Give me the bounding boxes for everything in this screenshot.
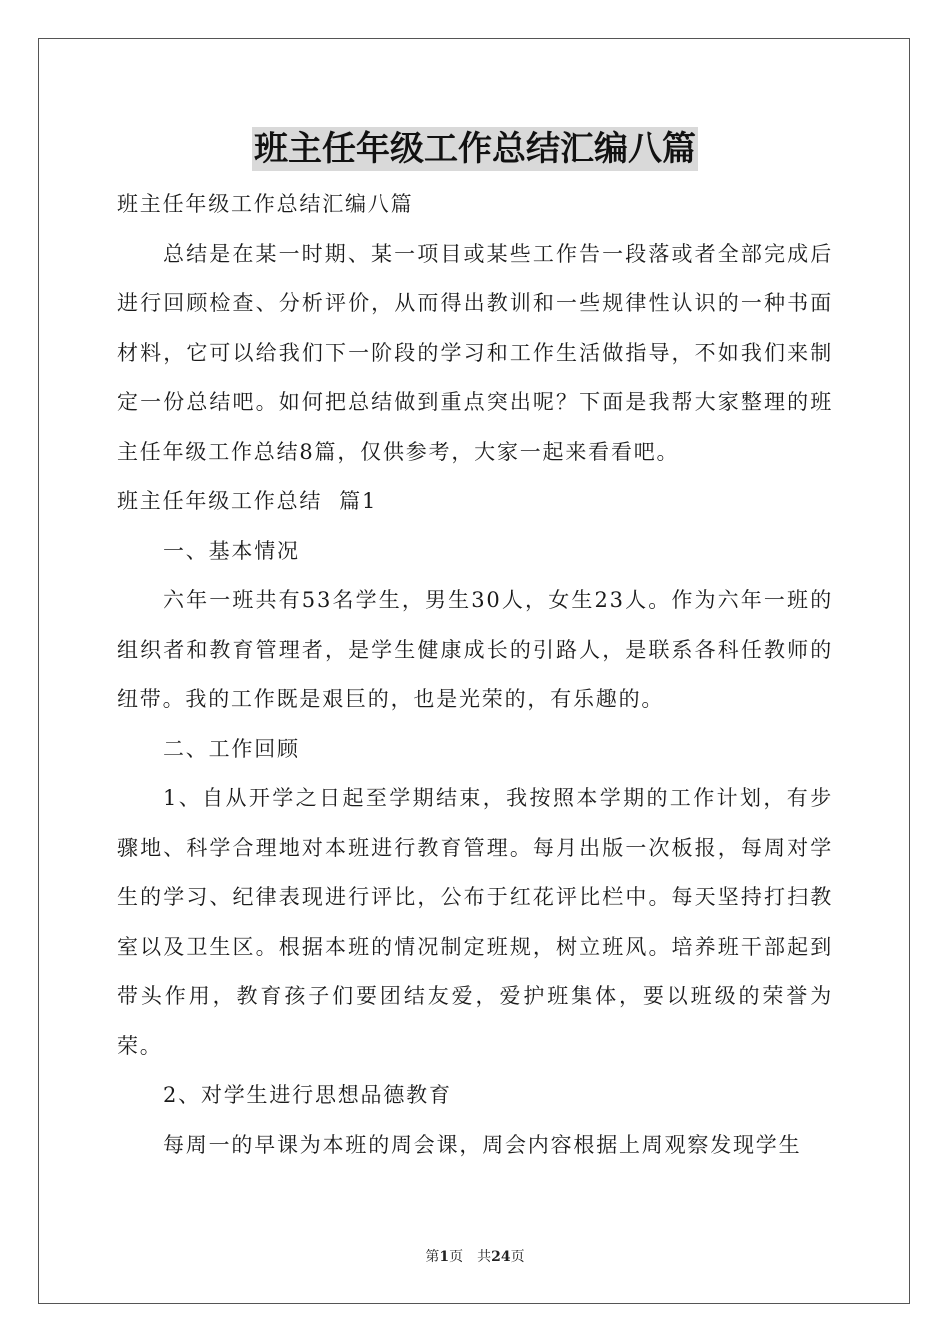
paragraph-basic-situation: 六年一班共有53名学生，男生30人，女生23人。作为六年一班的组织者和教育管理者，是学生健康成长的引路人，是联系各科任教师的纽带。我的工作既是艰巨的，也是光荣的，有乐趣的。 [117,588,833,711]
document-title: 班主任年级工作总结汇编八篇 [254,129,696,169]
title-wrap [0,127,950,171]
footer-page-total: 24 [491,1249,511,1265]
footer-page-mid: 页 共 [449,1249,492,1265]
document-body [117,180,833,1170]
heading-basic-situation: 一、基本情况 [163,538,300,563]
intro-paragraph: 总结是在某一时期、某一项目或某些工作告一段落或者全部完成后进行回顾检查、分析评价，从而得出教训和一些规律性认识的一种书面材料，它可以给我们下一阶段的学习和工作生活做指导，不如我们来制定一份总结吧。如何把总结做到重点突出呢？下面是我帮大家整理的班主任年级工作总结8篇，仅供参考，大家一起来看看吧。 [117,241,833,464]
section-heading-article-1: 班主任年级工作总结 篇1 [117,489,378,513]
footer-page-prefix: 第 [425,1249,440,1265]
paragraph-work-review-1: 1、自从开学之日起至学期结束，我按照本学期的工作计划，有步骤地、科学合理地对本班进行教育管理。每月出版一次板报，每周对学生的学习、纪律表现进行评比，公布于红花评比栏中。每天坚持打扫教室以及卫生区。根据本班的情况制定班规，树立班风。培养班干部起到带头作用，教育孩子们要团结友爱，爱护班集体，要以班级的荣誉为荣。 [117,786,833,1058]
document-subtitle: 班主任年级工作总结汇编八篇 [117,192,414,216]
page-footer [0,1246,950,1266]
footer-page-current: 1 [439,1249,450,1265]
paragraph-weekly-meeting: 每周一的早课为本班的周会课，周会内容根据上周观察发现学生 [163,1132,802,1157]
heading-moral-education: 2、对学生进行思想品德教育 [163,1083,452,1107]
footer-page-suffix: 页 [510,1249,525,1265]
heading-work-review: 二、工作回顾 [163,736,300,761]
